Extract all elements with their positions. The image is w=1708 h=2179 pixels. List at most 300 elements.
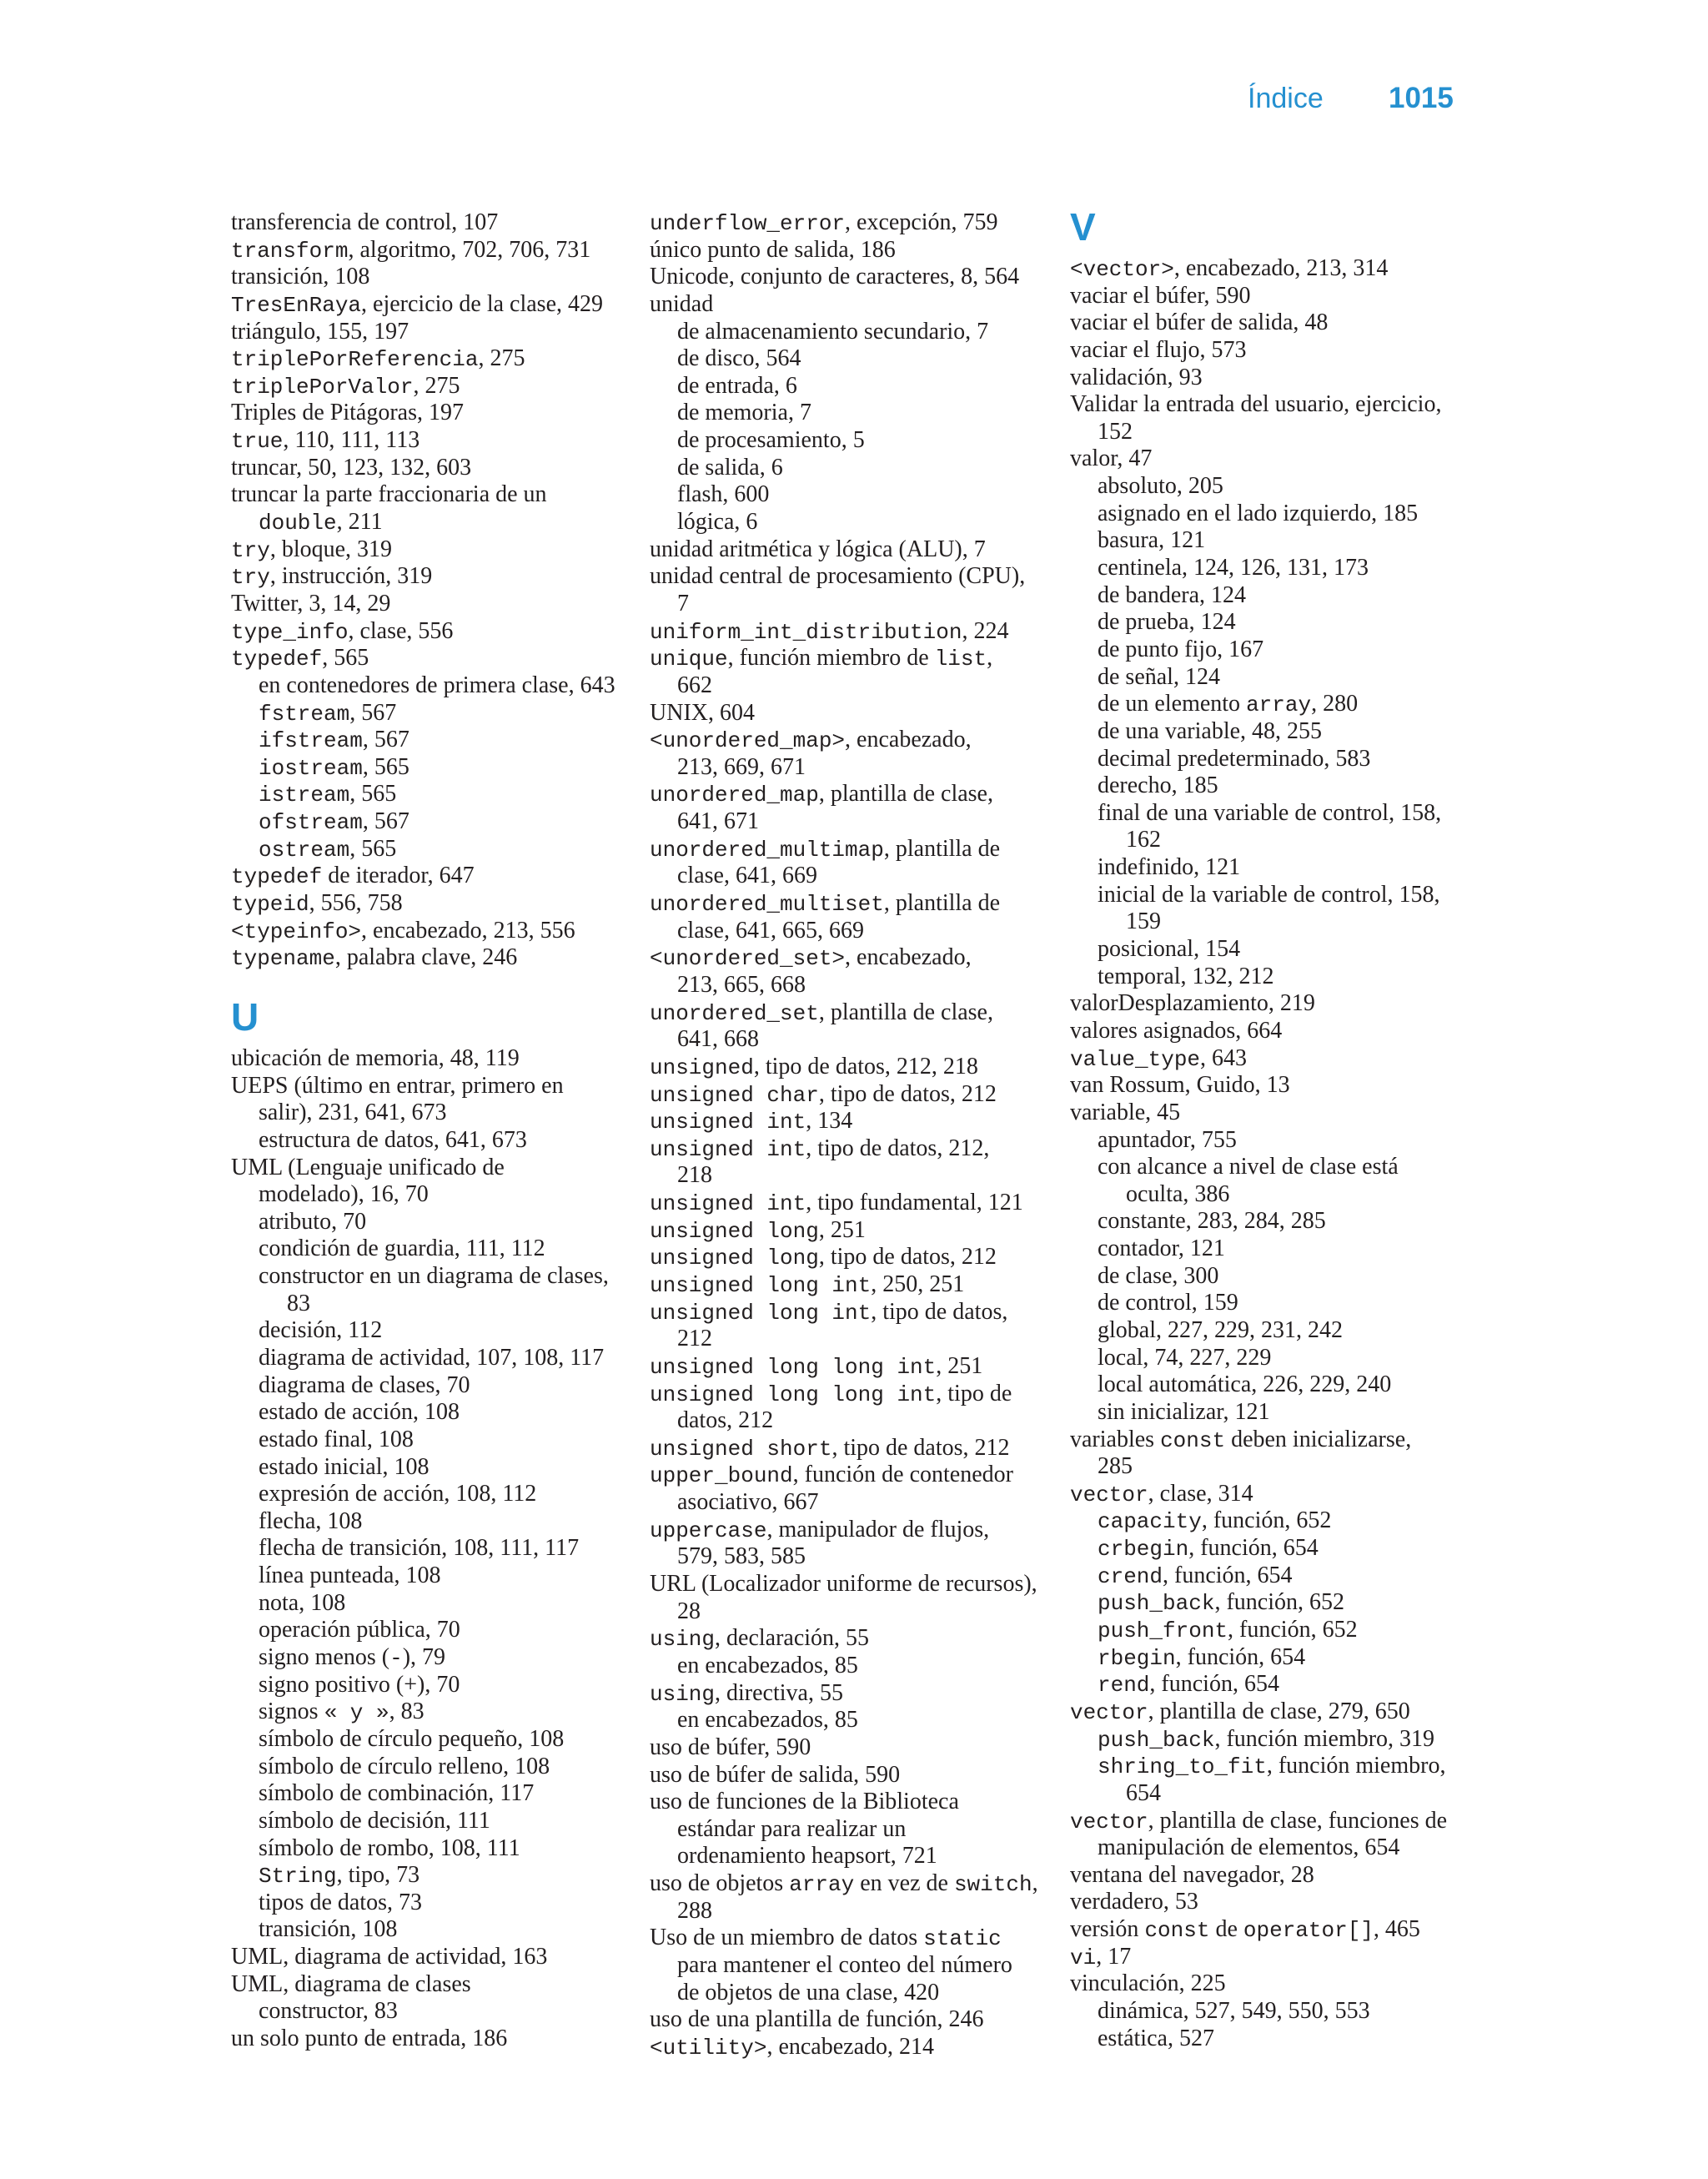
entry-text: , función, 654 <box>1175 1643 1306 1670</box>
entry-line <box>650 1435 1050 1462</box>
index-subentry <box>231 1808 631 1835</box>
index-subentry <box>231 836 631 863</box>
index-subentry <box>231 1372 631 1400</box>
entry-text: , plantilla de clase, 279, 650 <box>1148 1698 1410 1724</box>
entry-line <box>1070 1481 1470 1508</box>
entry-text: salir), 231, 641, 673 <box>259 1100 447 1126</box>
index-subentry <box>650 345 1050 373</box>
entry-text: flecha, 108 <box>259 1507 363 1534</box>
entry-line <box>650 563 1050 591</box>
index-entry <box>231 209 631 237</box>
code-term: typeid <box>231 892 309 918</box>
entry-text: , 250, 251 <box>871 1271 965 1297</box>
entry-text: , <box>1032 1870 1038 1897</box>
index-subentry <box>1070 964 1470 991</box>
index-subentry <box>1070 609 1470 637</box>
entry-text: 654 <box>1126 1779 1161 1806</box>
code-term: const <box>1160 1427 1226 1453</box>
entry-text: de procesamiento, 5 <box>677 427 865 454</box>
entry-text: de objetos de una clase, 420 <box>677 1979 940 2005</box>
index-entry <box>650 1789 1050 1870</box>
entry-text: 28 <box>677 1598 701 1624</box>
index-subentry <box>1070 746 1470 773</box>
entry-line <box>231 1563 631 1590</box>
entry-text: en encabezados, 85 <box>677 1707 858 1734</box>
index-entry <box>650 1081 1050 1109</box>
entry-text: absoluto, 205 <box>1098 473 1223 500</box>
entry-line <box>231 1399 631 1427</box>
entry-line <box>231 1698 631 1726</box>
entry-text: para mantener el conteo del número <box>677 1952 1012 1978</box>
index-entry <box>231 536 631 564</box>
index-subentry <box>1070 936 1470 964</box>
index-subentry <box>231 1427 631 1454</box>
index-entry <box>231 264 631 291</box>
entry-text: valor, 47 <box>1070 445 1153 472</box>
index-entry <box>231 918 631 945</box>
index-entry <box>650 1054 1050 1081</box>
entry-text: manipulación de elementos, 654 <box>1098 1834 1400 1861</box>
entry-line <box>1070 473 1470 501</box>
entry-line <box>650 1680 1050 1708</box>
entry-text: clase, 641, 665, 669 <box>677 917 864 944</box>
entry-line <box>1070 1100 1470 1127</box>
index-subentry <box>1070 1671 1470 1698</box>
entry-text: , 110, 111, 113 <box>283 427 420 454</box>
index-subentry <box>1070 1535 1470 1563</box>
index-entry <box>650 727 1050 781</box>
entry-text: ordenamiento heapsort, 721 <box>677 1843 937 1870</box>
entry-line <box>231 918 631 945</box>
entry-line <box>231 700 631 727</box>
code-term: operator[] <box>1243 1918 1374 1944</box>
index-subentry <box>1070 1617 1470 1644</box>
entry-text: clase, 641, 669 <box>677 863 817 889</box>
code-term: unsigned int <box>650 1136 806 1162</box>
entry-line <box>650 781 1050 808</box>
index-subentry <box>231 1263 631 1317</box>
code-term: push_back <box>1098 1591 1215 1617</box>
index-entry <box>1070 337 1470 365</box>
entry-text: , excepción, 759 <box>845 209 998 235</box>
entry-continuation-line <box>1070 1181 1470 1209</box>
entry-line <box>1070 1345 1470 1372</box>
index-entry <box>650 1870 1050 1925</box>
entry-text: , palabra clave, 246 <box>334 944 518 971</box>
entry-line <box>1070 1154 1470 1181</box>
entry-text: , declaración, 55 <box>715 1625 870 1652</box>
entry-line <box>231 727 631 754</box>
entry-text: , 211 <box>336 509 383 536</box>
index-subentry <box>231 1317 631 1345</box>
entry-text: en contenedores de primera clase, 643 <box>259 672 615 698</box>
index-entry <box>650 1190 1050 1217</box>
entry-text: de clase, 300 <box>1098 1262 1219 1289</box>
entry-line <box>231 1808 631 1835</box>
index-entry <box>231 944 631 972</box>
index-entry <box>231 400 631 427</box>
entry-text: constructor, 83 <box>259 1998 398 2025</box>
code-term: unsigned <box>650 1054 754 1080</box>
index-entry <box>650 536 1050 564</box>
entry-text: estado de acción, 108 <box>259 1399 460 1426</box>
index-subentry <box>1070 1753 1470 1807</box>
index-entry <box>1070 1916 1470 1944</box>
entry-continuation-line <box>650 1952 1050 1980</box>
code-term: rbegin <box>1098 1645 1176 1671</box>
code-term: double <box>259 511 337 536</box>
entry-line <box>1070 1889 1470 1916</box>
entry-line <box>650 536 1050 564</box>
entry-line <box>1070 365 1470 392</box>
index-subentry <box>1070 718 1470 746</box>
index-entry <box>650 1435 1050 1462</box>
code-term: « y » <box>324 1700 389 1726</box>
index-entry <box>231 2026 631 2053</box>
entry-line <box>231 1617 631 1644</box>
index-entry <box>650 1299 1050 1353</box>
entry-line <box>1070 1235 1470 1263</box>
entry-text: , directiva, 55 <box>715 1679 843 1706</box>
entry-text: , función, 654 <box>1163 1562 1293 1588</box>
entry-line <box>231 1780 631 1808</box>
entry-text: estándar para realizar un <box>677 1815 907 1842</box>
entry-text: un solo punto de entrada, 186 <box>231 2026 508 2051</box>
entry-text: decisión, 112 <box>259 1317 383 1344</box>
entry-text: , tipo de datos, 212 <box>831 1434 1010 1461</box>
entry-text: uso de búfer, 590 <box>650 1734 811 1760</box>
code-term: String <box>259 1864 337 1890</box>
entry-line <box>1070 936 1470 964</box>
entry-text: , función miembro, <box>1266 1753 1446 1779</box>
entry-line <box>231 2026 631 2053</box>
entry-line <box>231 373 631 400</box>
index-entry <box>650 1734 1050 1762</box>
index-entry <box>1070 1045 1470 1073</box>
entry-line <box>231 1862 631 1890</box>
entry-line <box>650 427 1050 455</box>
code-term: <unordered_map> <box>650 728 846 754</box>
entry-text: , función, 654 <box>1188 1535 1319 1562</box>
entry-line <box>231 400 631 427</box>
index-entry <box>1070 1889 1470 1916</box>
entry-line <box>650 1734 1050 1762</box>
code-term: unsigned long <box>650 1218 819 1244</box>
entry-text: , función, 652 <box>1201 1507 1332 1534</box>
entry-line <box>650 944 1050 972</box>
entry-line <box>231 264 631 291</box>
index-entry <box>231 1944 631 1971</box>
entry-text: , plantilla de clase, <box>818 999 993 1025</box>
entry-line <box>1070 964 1470 991</box>
entry-line <box>1070 1916 1470 1944</box>
index-entry <box>231 481 631 536</box>
entry-line <box>231 836 631 863</box>
code-term: list <box>934 647 987 672</box>
entry-text: de prueba, 124 <box>1098 609 1236 636</box>
entry-text: transición, 108 <box>259 1916 398 1943</box>
entry-line <box>231 1045 631 1073</box>
entry-text: , 565 <box>322 645 369 672</box>
entry-text: de un elemento <box>1098 691 1247 717</box>
code-term: vector <box>1070 1809 1148 1834</box>
code-term: true <box>231 429 284 455</box>
entry-line <box>231 944 631 972</box>
entry-text: , encabezado, 213, 556 <box>361 917 575 944</box>
index-entry <box>1070 309 1470 337</box>
index-column-3 <box>1070 205 1470 2052</box>
entry-text: triángulo, 155, 197 <box>231 318 409 345</box>
index-entry <box>1070 365 1470 392</box>
index-subentry <box>231 672 631 700</box>
code-term: using <box>650 1627 716 1653</box>
code-term: type_info <box>231 619 349 645</box>
entry-continuation-line <box>650 918 1050 945</box>
entry-text: 212 <box>677 1326 712 1352</box>
entry-text: , encabezado, 214 <box>766 2033 935 2060</box>
entry-line <box>1070 1317 1470 1345</box>
entry-text: , tipo fundamental, 121 <box>806 1190 1023 1216</box>
index-entry <box>1070 255 1470 283</box>
entry-text: de señal, 124 <box>1098 663 1220 690</box>
entry-text: único punto de salida, 186 <box>650 236 896 263</box>
index-entry <box>650 836 1050 890</box>
entry-text: 152 <box>1098 418 1133 445</box>
entry-line <box>1070 664 1470 692</box>
code-term: vector <box>1070 1482 1148 1507</box>
entry-line <box>231 1590 631 1618</box>
entry-text: URL (Localizador uniforme de recursos), <box>650 1571 1037 1598</box>
entry-text: , ejercicio de la clase, 429 <box>361 290 603 317</box>
entry-continuation-line <box>1070 419 1470 446</box>
code-term: triplePorValor <box>231 374 414 400</box>
index-subentry <box>1070 1644 1470 1672</box>
index-entry <box>231 427 631 455</box>
entry-line <box>231 1073 631 1100</box>
entry-text: final de una variable de control, 158, <box>1098 799 1442 826</box>
index-entry <box>231 1045 631 1073</box>
entry-text: símbolo de círculo pequeño, 108 <box>259 1725 565 1752</box>
entry-continuation-line <box>650 1162 1050 1190</box>
index-subentry <box>1070 1127 1470 1155</box>
entry-text: UML, diagrama de clases <box>231 1970 471 1997</box>
code-term: triplePorReferencia <box>231 347 479 373</box>
entry-continuation-line <box>231 1100 631 1127</box>
entry-text: , 643 <box>1200 1044 1248 1071</box>
entry-line <box>1070 1617 1470 1644</box>
entry-line <box>1070 637 1470 664</box>
index-subentry <box>1070 1399 1470 1427</box>
entry-continuation-line <box>650 1816 1050 1844</box>
index-entry <box>650 645 1050 699</box>
entry-text: símbolo de rombo, 108, 111 <box>259 1834 520 1861</box>
index-subentry <box>1070 1345 1470 1372</box>
entry-text: , 565 <box>349 781 397 808</box>
index-entry <box>650 264 1050 291</box>
entry-text: , 280 <box>1311 691 1359 717</box>
entry-text: , clase, 314 <box>1148 1480 1253 1507</box>
entry-line <box>650 1870 1050 1898</box>
entry-text: , 251 <box>936 1352 983 1379</box>
entry-text: , tipo de datos, 212 <box>818 1080 997 1107</box>
entry-text: tipos de datos, 73 <box>259 1889 422 1915</box>
entry-text: nota, 108 <box>259 1589 346 1616</box>
entry-line <box>1070 882 1470 909</box>
index-entry <box>231 373 631 400</box>
entry-text: operación pública, 70 <box>259 1617 460 1643</box>
entry-text: , función, 652 <box>1228 1617 1358 1643</box>
code-term: istream <box>259 783 350 808</box>
index-subentry <box>1070 1726 1470 1754</box>
index-entry <box>1070 990 1470 1018</box>
entry-line <box>1070 691 1470 718</box>
index-entry <box>650 1271 1050 1299</box>
entry-text: signo positivo (+), 70 <box>259 1671 460 1698</box>
entry-line <box>231 1372 631 1400</box>
entry-text: ventana del navegador, 28 <box>1070 1861 1314 1888</box>
index-entry <box>231 591 631 618</box>
entry-text: flecha de transición, 108, 111, 117 <box>259 1535 580 1562</box>
entry-line <box>650 645 1050 672</box>
entry-text: , tipo, 73 <box>336 1862 420 1889</box>
index-entry <box>650 1571 1050 1625</box>
index-subentry <box>231 1127 631 1155</box>
index-subentry <box>231 1617 631 1644</box>
index-subentry <box>231 1535 631 1563</box>
entry-continuation-line <box>1070 908 1470 936</box>
entry-line <box>1070 1671 1470 1698</box>
index-subentry <box>231 1644 631 1672</box>
entry-text: , 275 <box>413 372 460 399</box>
index-entry <box>231 563 631 591</box>
entry-text: , tipo de datos, <box>871 1298 1008 1325</box>
entry-text: símbolo de decisión, 111 <box>259 1807 490 1834</box>
entry-line <box>1070 1208 1470 1235</box>
index-subentry <box>231 1890 631 1917</box>
entry-line <box>1070 2026 1470 2053</box>
entry-continuation-line <box>650 1326 1050 1353</box>
entry-line <box>231 1916 631 1944</box>
entry-text: atributo, 70 <box>259 1208 367 1235</box>
entry-line <box>1070 1808 1470 1835</box>
entry-text: valorDesplazamiento, 219 <box>1070 990 1315 1017</box>
code-term: unordered_multiset <box>650 892 884 918</box>
entry-text: variables <box>1070 1426 1161 1452</box>
entry-continuation-line <box>650 1598 1050 1626</box>
entry-text: , encabezado, <box>845 727 972 753</box>
index-subentry <box>650 319 1050 346</box>
index-entry <box>231 455 631 482</box>
index-subentry <box>1070 555 1470 582</box>
entry-continuation-line <box>650 1980 1050 2007</box>
entry-continuation-line <box>1070 1834 1470 1862</box>
entry-text: verdadero, 53 <box>1070 1889 1198 1915</box>
entry-text: , 567 <box>362 727 409 753</box>
code-term: unsigned int <box>650 1191 806 1217</box>
index-letter-u-heading: U <box>231 994 259 1039</box>
entry-line <box>650 1108 1050 1135</box>
index-subentry <box>1070 1290 1470 1317</box>
code-term: unordered_map <box>650 783 819 808</box>
entry-line <box>650 1244 1050 1271</box>
index-entry <box>1070 1100 1470 1127</box>
entry-line <box>231 1317 631 1345</box>
code-term: switch <box>953 1872 1032 1898</box>
entry-line <box>231 890 631 918</box>
code-term: typedef <box>231 864 323 890</box>
entry-line <box>231 1209 631 1236</box>
index-entry <box>231 1971 631 1999</box>
entry-text: truncar, 50, 123, 132, 603 <box>231 454 472 481</box>
entry-line <box>1070 337 1470 365</box>
entry-text: 662 <box>677 672 712 698</box>
entry-text: en encabezados, 85 <box>677 1652 858 1678</box>
entry-text: , 567 <box>349 699 397 726</box>
entry-line <box>650 237 1050 264</box>
entry-text: de disco, 564 <box>677 345 801 372</box>
entry-text: , encabezado, 213, 314 <box>1173 255 1389 281</box>
entry-line <box>231 1754 631 1781</box>
entry-line <box>650 1135 1050 1163</box>
index-entry <box>650 237 1050 264</box>
entry-text: de entrada, 6 <box>677 372 797 399</box>
entry-line <box>231 591 631 618</box>
code-term: ifstream <box>259 728 363 754</box>
index-subentry <box>1070 1563 1470 1590</box>
entry-text: local automática, 226, 229, 240 <box>1098 1371 1392 1398</box>
index-subentry <box>1070 582 1470 610</box>
index-subentry <box>650 400 1050 427</box>
index-subentry <box>1070 691 1470 718</box>
index-subentry <box>1070 1154 1470 1208</box>
entry-line <box>1070 1263 1470 1291</box>
index-entry <box>650 944 1050 999</box>
entry-line <box>231 427 631 455</box>
index-subentry <box>231 1835 631 1863</box>
entry-text: diagrama de actividad, 107, 108, 117 <box>259 1344 605 1371</box>
entry-line <box>1070 501 1470 528</box>
entry-text: de salida, 6 <box>677 454 783 481</box>
entry-text: sin inicializar, 121 <box>1098 1398 1270 1425</box>
entry-continuation-line <box>650 591 1050 618</box>
entry-line <box>650 836 1050 863</box>
entry-line <box>1070 1944 1470 1971</box>
entry-continuation-line <box>231 509 631 536</box>
code-term: uppercase <box>650 1517 767 1543</box>
entry-continuation-line <box>650 1407 1050 1435</box>
index-column-1 <box>231 209 631 2053</box>
code-term: unsigned long int <box>650 1272 872 1298</box>
entry-line <box>650 618 1050 646</box>
entry-text: estado final, 108 <box>259 1426 414 1452</box>
entry-text: inicial de la variable de control, 158, <box>1098 881 1440 908</box>
entry-text: de memoria, 7 <box>677 400 811 426</box>
entry-text: Twitter, 3, 14, 29 <box>231 590 391 616</box>
entry-text: , tipo de <box>936 1380 1012 1407</box>
entry-line <box>1070 1698 1470 1726</box>
index-entry <box>650 1680 1050 1708</box>
index-subentry <box>231 1209 631 1236</box>
index-entry <box>1070 1862 1470 1890</box>
code-term: typename <box>231 946 335 972</box>
index-subentry <box>231 1998 631 2026</box>
index-subentry <box>231 754 631 782</box>
index-entry <box>231 1073 631 1127</box>
code-term: unsigned int <box>650 1110 806 1135</box>
index-subentry <box>231 700 631 727</box>
index-subentry <box>231 1235 631 1263</box>
entry-text: condición de guardia, 111, 112 <box>259 1235 545 1262</box>
